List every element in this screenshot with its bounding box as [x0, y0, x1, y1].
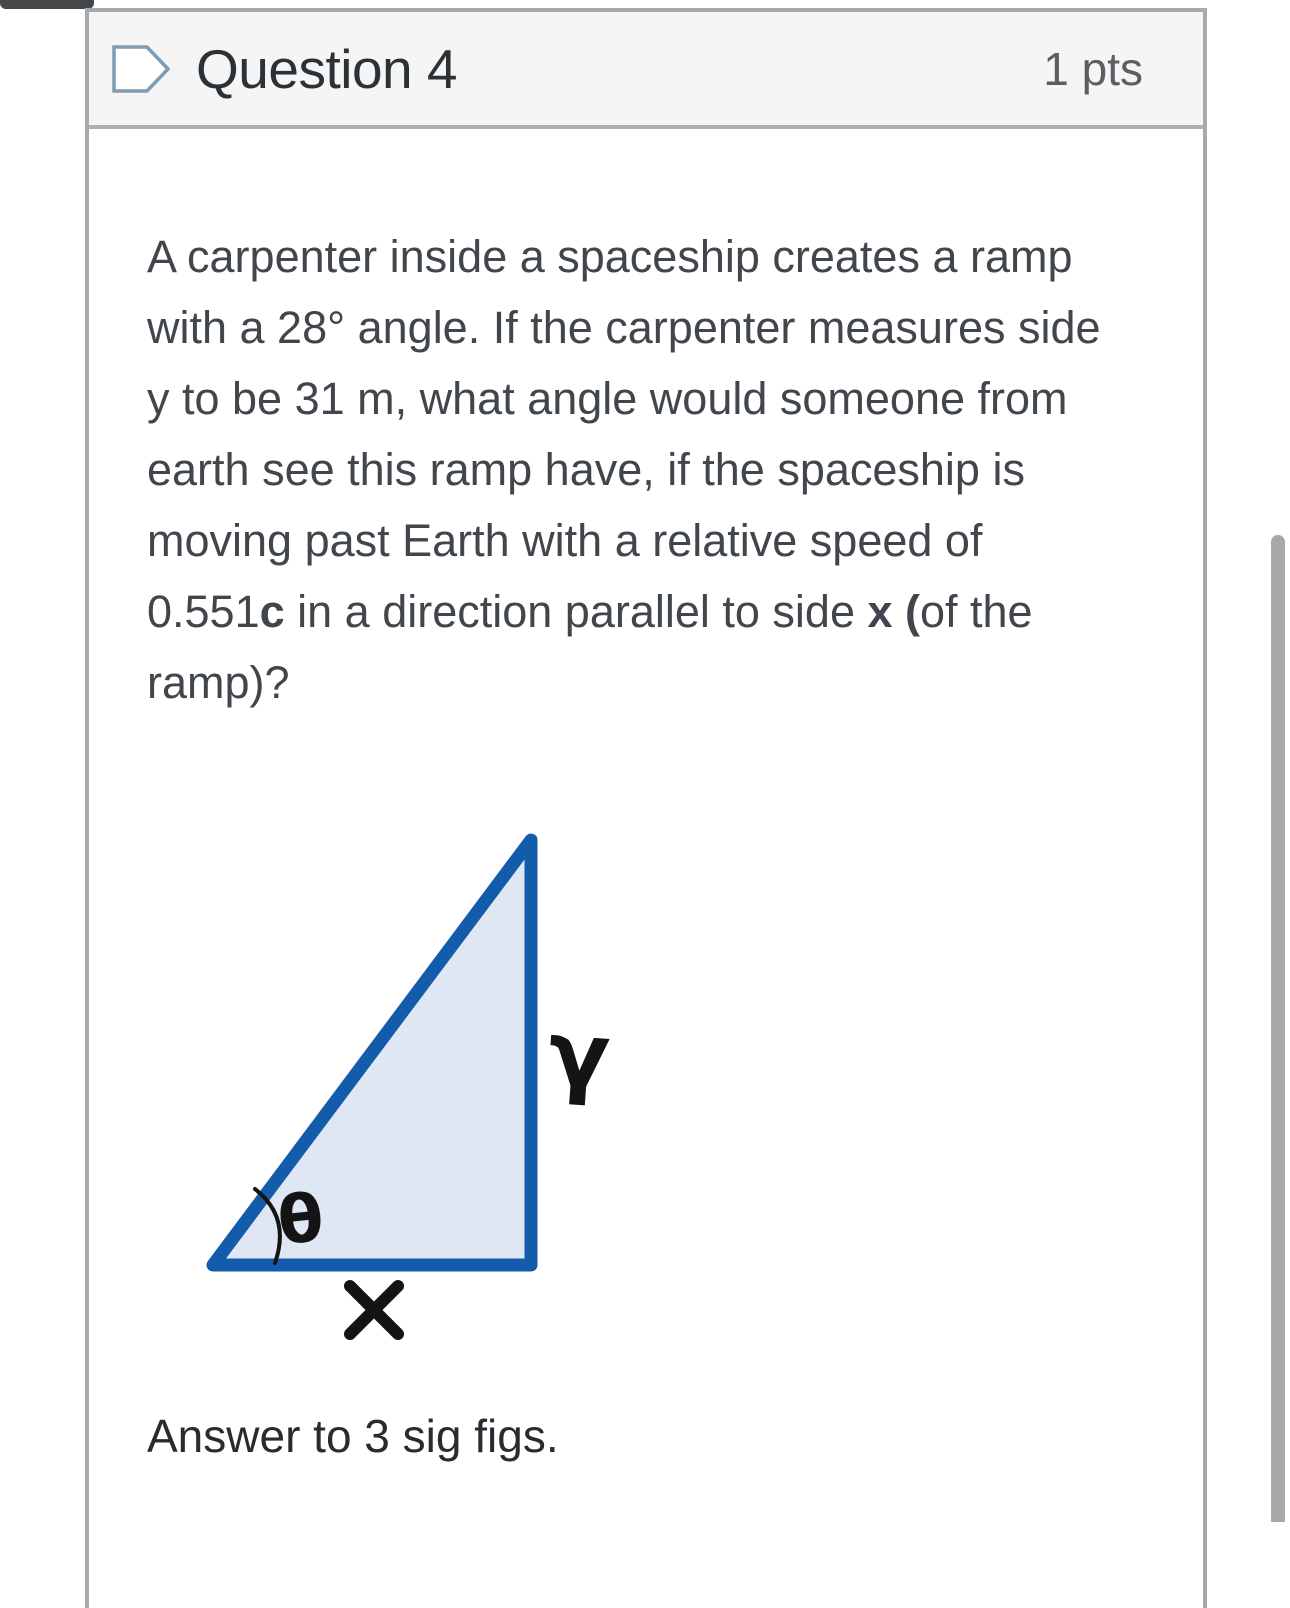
answer-instruction: Answer to 3 sig figs.	[147, 1410, 559, 1462]
x-side-label	[350, 1286, 398, 1334]
question-text: A carpenter inside a spaceship creates a ramp with a 28° angle. If the carpenter measures side y to be 31 m, what angle would someone from earth see this ramp have, if the spaceship is moving past Earth with a relative speed of 0.551c in a direction parallel to side x (of the ramp)?	[147, 231, 1101, 708]
question-points: 1 pts	[1043, 42, 1143, 95]
question-body	[89, 129, 1203, 1472]
vertical-scrollbar-thumb[interactable]	[1271, 535, 1285, 1522]
ramp-triangle-figure	[151, 793, 791, 1373]
flag-question-icon[interactable]	[112, 45, 170, 93]
gamma-label: γ	[544, 1001, 614, 1111]
triangle-shape	[213, 840, 531, 1265]
theta-label: θ	[274, 1178, 328, 1261]
top-scroll-indicator[interactable]	[0, 0, 94, 9]
question-card	[85, 8, 1207, 1608]
question-header	[89, 12, 1203, 129]
question-title: Question 4	[196, 37, 458, 100]
